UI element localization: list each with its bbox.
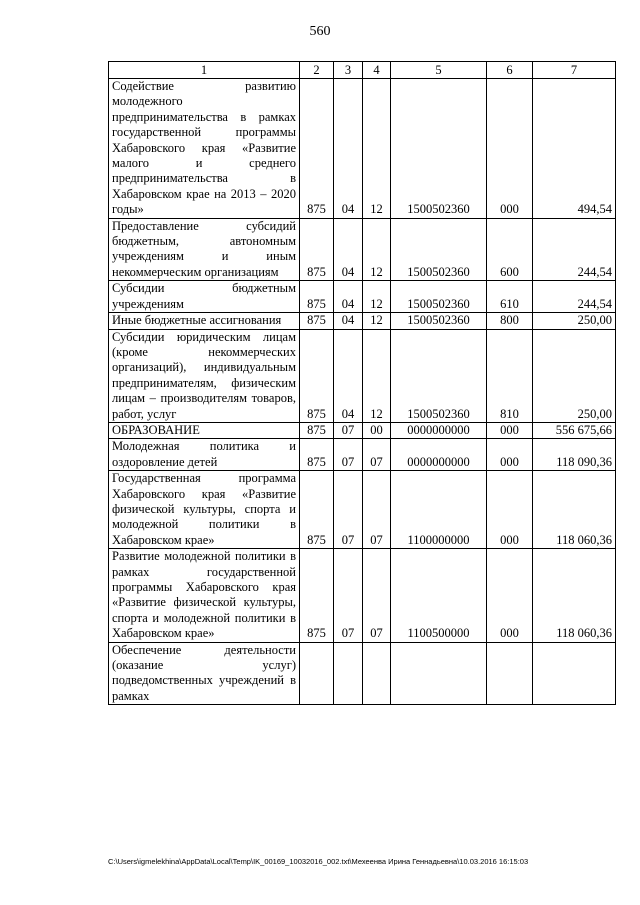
cell-section: 04: [334, 313, 363, 329]
cell-expense-type: 000: [487, 471, 533, 549]
cell-code: 875: [300, 549, 334, 642]
table-row: [109, 422, 616, 438]
cell-expense-type: 610: [487, 281, 533, 313]
cell-target: 1500502360: [391, 79, 487, 219]
cell-amount: 494,54: [533, 79, 616, 219]
header-cell: 4: [363, 62, 391, 79]
cell-target: 0000000000: [391, 422, 487, 438]
cell-amount: 118 090,36: [533, 439, 616, 471]
table-row: [109, 218, 616, 281]
page-number: 560: [309, 24, 331, 39]
cell-target: 1500502360: [391, 281, 487, 313]
table-row: [109, 329, 616, 422]
table-row: [109, 471, 616, 549]
cell-expense-type: 000: [487, 79, 533, 219]
table-row: [109, 313, 616, 329]
cell-subsection: [363, 642, 391, 705]
cell-section: 04: [334, 79, 363, 219]
cell-amount: 118 060,36: [533, 549, 616, 642]
header-cell: 5: [391, 62, 487, 79]
cell-expense-type: 810: [487, 329, 533, 422]
row-name: Иные бюджетные ассигнования: [109, 313, 300, 329]
header-cell: 2: [300, 62, 334, 79]
cell-target: 1100500000: [391, 549, 487, 642]
row-name: Субсидии юридическим лицам (кроме некоммерческих организаций), индивидуальным предпринимателям, физическим лицам – производителям товаров, работ, услуг: [109, 329, 300, 422]
cell-amount: 244,54: [533, 218, 616, 281]
cell-amount: [533, 642, 616, 705]
row-name: Развитие молодежной политики в рамках государственной программы Хабаровского края «Развитие физической культуры, спорта и молодежной политики в Хабаровском крае»: [109, 549, 300, 642]
cell-code: 875: [300, 79, 334, 219]
cell-expense-type: [487, 642, 533, 705]
cell-expense-type: 800: [487, 313, 533, 329]
cell-code: 875: [300, 329, 334, 422]
table-row: [109, 439, 616, 471]
cell-section: 04: [334, 218, 363, 281]
cell-target: 1500502360: [391, 329, 487, 422]
cell-amount: 118 060,36: [533, 471, 616, 549]
cell-subsection: 00: [363, 422, 391, 438]
row-name: ОБРАЗОВАНИЕ: [109, 422, 300, 438]
row-name: Предоставление субсидий бюджетным, автономным учреждениям и иным некоммерческим организациям: [109, 218, 300, 281]
cell-target: 1100000000: [391, 471, 487, 549]
cell-section: 07: [334, 439, 363, 471]
cell-target: 1500502360: [391, 313, 487, 329]
cell-subsection: 12: [363, 329, 391, 422]
table-row: [109, 79, 616, 219]
cell-expense-type: 000: [487, 439, 533, 471]
table-row: [109, 281, 616, 313]
row-name: Субсидии бюджетным учреждениям: [109, 281, 300, 313]
cell-code: [300, 642, 334, 705]
cell-expense-type: 600: [487, 218, 533, 281]
row-name: Обеспечение деятельности (оказание услуг) подведомственных учреждений в рамках: [109, 642, 300, 705]
cell-section: 04: [334, 281, 363, 313]
row-name: Молодежная политика и оздоровление детей: [109, 439, 300, 471]
header-cell: 3: [334, 62, 363, 79]
cell-subsection: 07: [363, 471, 391, 549]
cell-subsection: 07: [363, 549, 391, 642]
cell-amount: 250,00: [533, 313, 616, 329]
cell-expense-type: 000: [487, 422, 533, 438]
cell-amount: 250,00: [533, 329, 616, 422]
cell-section: 07: [334, 471, 363, 549]
cell-code: 875: [300, 281, 334, 313]
row-name: Содействие развитию молодежного предпринимательства в рамках государственной программы Хабаровского края «Развитие малого и среднего предпринимательства в Хабаровском крае на 2013 – 2020 годы»: [109, 79, 300, 219]
cell-expense-type: 000: [487, 549, 533, 642]
cell-section: [334, 642, 363, 705]
cell-amount: 244,54: [533, 281, 616, 313]
table-header-row: [109, 62, 616, 79]
table-row: [109, 549, 616, 642]
header-cell: 7: [533, 62, 616, 79]
cell-code: 875: [300, 422, 334, 438]
cell-code: 875: [300, 439, 334, 471]
cell-target: 1500502360: [391, 218, 487, 281]
budget-table: [108, 61, 616, 705]
cell-amount: 556 675,66: [533, 422, 616, 438]
cell-target: [391, 642, 487, 705]
cell-subsection: 12: [363, 79, 391, 219]
cell-code: 875: [300, 471, 334, 549]
cell-subsection: 07: [363, 439, 391, 471]
cell-section: 07: [334, 549, 363, 642]
cell-subsection: 12: [363, 281, 391, 313]
file-path-footer: C:\Users\igmelekhina\AppData\Local\Temp\IK_00169_10032016_002.txt\Мехеенва Ирина Геннадьевна\10.03.2016 16:15:03: [108, 857, 529, 866]
cell-section: 04: [334, 329, 363, 422]
header-cell: 6: [487, 62, 533, 79]
cell-section: 07: [334, 422, 363, 438]
cell-target: 0000000000: [391, 439, 487, 471]
row-name: Государственная программа Хабаровского края «Развитие физической культуры, спорта и молодежной политики в Хабаровском крае»: [109, 471, 300, 549]
cell-subsection: 12: [363, 313, 391, 329]
cell-code: 875: [300, 218, 334, 281]
header-cell: 1: [109, 62, 300, 79]
cell-subsection: 12: [363, 218, 391, 281]
cell-code: 875: [300, 313, 334, 329]
table-row: [109, 642, 616, 705]
